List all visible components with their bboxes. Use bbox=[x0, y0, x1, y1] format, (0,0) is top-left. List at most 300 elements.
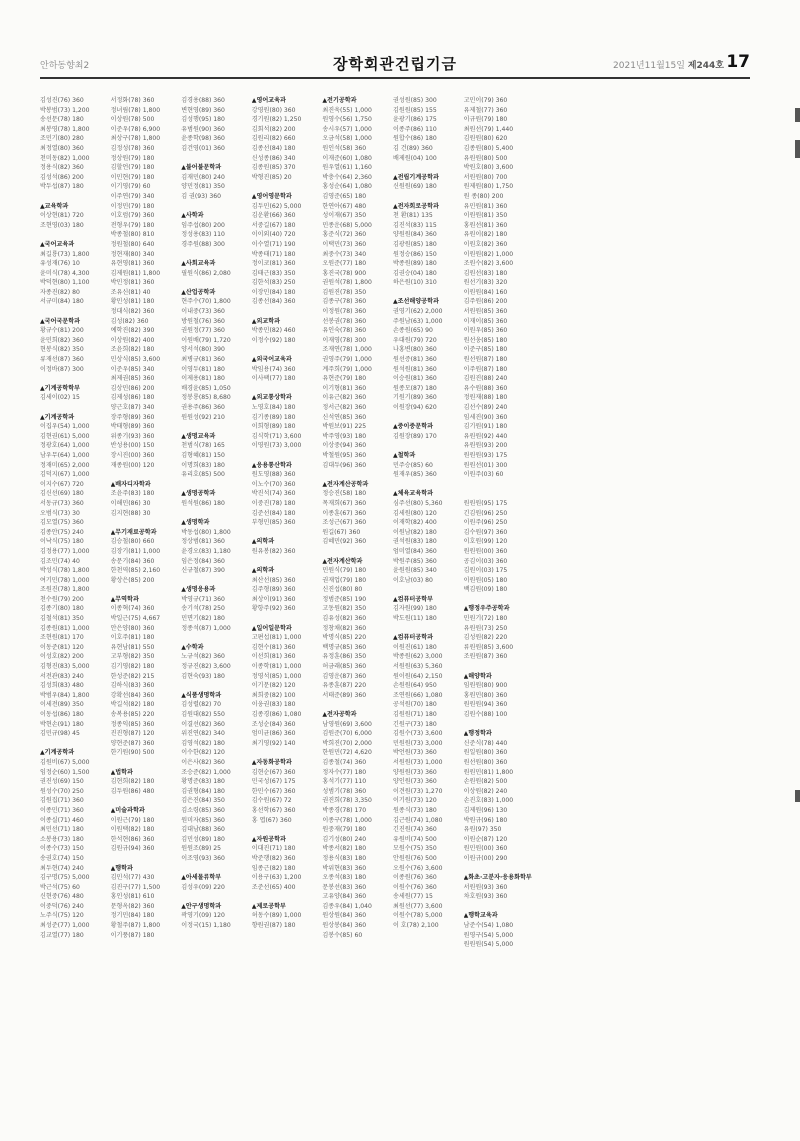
donor-entry: 유원원(73) 250 bbox=[463, 624, 508, 632]
donor-entry: 박철원(95) 360 bbox=[322, 451, 367, 459]
donor-entry: 고유양(84) 360 bbox=[322, 893, 367, 901]
donor-entry: 양원원(84) 360 bbox=[392, 231, 437, 239]
donor-entry: 최산선(85) 360 bbox=[251, 576, 296, 584]
donor-entry: 김현순(67) 360 bbox=[251, 768, 296, 776]
donor-entry: 박종태(71) 180 bbox=[251, 250, 296, 258]
spacer bbox=[393, 288, 464, 298]
donor-entry: 황민성(81) 180 bbox=[110, 298, 155, 306]
donor-entry: 박명식(85) 220 bbox=[322, 634, 367, 642]
spacer bbox=[393, 192, 464, 202]
department-heading: ▲행정우주공학과 bbox=[463, 605, 510, 613]
donor-entry: 이기영(79) 60 bbox=[110, 183, 151, 191]
donor-entry: 민원식(79) 180 bbox=[322, 567, 367, 575]
donor-entry: 원원성(92) 210 bbox=[181, 413, 225, 421]
donor-entry: 김원리(82) 660 bbox=[251, 135, 296, 143]
donor-entry: 민면기(82) 180 bbox=[181, 615, 225, 623]
donor-entry: 원중재(79) 180 bbox=[322, 826, 367, 834]
donor-entry: 원일원(80) 360 bbox=[463, 749, 508, 757]
donor-entry: 목재희(67) 360 bbox=[322, 499, 367, 507]
donor-entry: 김혜민(92) 360 bbox=[322, 538, 367, 546]
donor-entry: 재종원(00) 120 bbox=[110, 461, 155, 469]
spacer bbox=[252, 384, 323, 394]
donor-entry: 윤경오(83) 1,180 bbox=[181, 547, 231, 555]
donor-entry: 김원원(71) 180 bbox=[392, 711, 437, 718]
donor-entry: 조재연(78) 1,000 bbox=[322, 346, 372, 354]
donor-entry: 원정승(86) 150 bbox=[392, 250, 437, 258]
donor-entry: 박종민(82) 460 bbox=[251, 327, 296, 335]
donor-entry: 한원민(72) 4,620 bbox=[322, 749, 372, 757]
department-heading: ▲사학과 bbox=[181, 212, 204, 220]
spacer bbox=[181, 864, 252, 874]
donor-entry: 이기원(73) 120 bbox=[392, 797, 437, 805]
donor-entry: 김준선(84) 180 bbox=[251, 509, 296, 517]
spacer bbox=[464, 662, 535, 672]
donor-entry: 천미동(82) 1,000 bbox=[40, 154, 90, 162]
donor-entry: 원선기(83) 320 bbox=[463, 279, 508, 287]
donor-entry: 최봉영(78) 1,800 bbox=[40, 125, 90, 133]
donor-entry: 이낙식(75) 180 bbox=[40, 538, 84, 546]
spacer bbox=[252, 892, 323, 902]
donor-entry: 김원원(85) 155 bbox=[392, 106, 437, 114]
donor-entry: 김성우(09) 220 bbox=[181, 883, 225, 891]
donor-entry: 송세원(77) 15 bbox=[392, 893, 433, 901]
department-heading: ▲행학교육과 bbox=[463, 912, 498, 920]
donor-entry: 이조영(93) 360 bbox=[181, 854, 225, 862]
donor-entry: 김종기(80) 180 bbox=[40, 605, 84, 613]
donor-entry: 신원원(69) 180 bbox=[392, 183, 437, 191]
spacer bbox=[322, 700, 393, 710]
spacer bbox=[322, 547, 393, 557]
donor-entry: 조연원(66) 1,080 bbox=[392, 691, 443, 699]
donor-entry: 김대두(96) 360 bbox=[322, 461, 367, 469]
donor-entry: 민원기(72) 180 bbox=[463, 615, 508, 623]
donor-entry: 이종실(71) 460 bbox=[40, 816, 84, 824]
donor-entry: 오금석(58) 1,000 bbox=[322, 135, 372, 143]
donor-entry: 박임용(74) 360 bbox=[251, 365, 296, 373]
donor-entry: 김성렬(82) 70 bbox=[181, 701, 222, 709]
donor-entry: 이희형(89) 180 bbox=[251, 423, 296, 431]
donor-entry: 김재민(80) 240 bbox=[181, 173, 225, 181]
donor-entry: 권성원(85) 300 bbox=[392, 97, 437, 104]
donor-entry: 김민성(89) 180 bbox=[181, 835, 225, 843]
section-label: 안하동향최2 bbox=[40, 61, 90, 71]
spacer bbox=[252, 307, 323, 317]
donor-entry: 이사팩(77) 180 bbox=[251, 375, 296, 383]
donor-entry: 이원남(82) 180 bbox=[392, 528, 437, 536]
donor-entry: 원원원(95) 175 bbox=[463, 499, 508, 507]
donor-entry: 유원(97) 350 bbox=[463, 826, 502, 834]
donor-entry: 정이코(81) 360 bbox=[251, 260, 296, 268]
donor-entry: 김권승(04) 180 bbox=[392, 269, 437, 277]
donor-entry: 송복용(85) 220 bbox=[110, 711, 155, 718]
donor-entry: 정성용(83) 110 bbox=[181, 231, 225, 239]
donor-entry: 이원원(05) 180 bbox=[463, 576, 508, 584]
donor-entry: 송시우(57) 1,000 bbox=[322, 125, 372, 133]
donor-entry: 노규석(82) 360 bbox=[181, 653, 225, 661]
donor-entry: 이재이(85) 360 bbox=[463, 317, 508, 325]
donor-entry: 손진호(83) 1,000 bbox=[463, 797, 514, 805]
department-heading: ▲행정학과 bbox=[463, 730, 492, 738]
donor-entry: 이명희(83) 180 bbox=[181, 461, 225, 469]
donor-entry: 남우무(64) 1,000 bbox=[40, 451, 90, 459]
donor-entry: 이원우(85) 360 bbox=[463, 327, 508, 335]
donor-entry: 성범기(78) 360 bbox=[322, 787, 367, 795]
page-number: 17 bbox=[726, 52, 750, 72]
donor-entry: 한기원(90) 500 bbox=[110, 749, 155, 757]
donor-entry: 향원권(87) 180 bbox=[251, 922, 296, 930]
donor-entry: 양원원(73) 360 bbox=[392, 768, 437, 776]
donor-entry: 정상범(81) 360 bbox=[181, 538, 225, 546]
donor-entry: 이노수(70) 360 bbox=[251, 480, 296, 488]
donor-entry: 김신선(69) 180 bbox=[40, 490, 84, 498]
donor-entry: 이정국(15) 1,180 bbox=[181, 922, 231, 930]
donor-entry: 양인원(73) 360 bbox=[392, 778, 437, 786]
donor-entry: 김유성(82) 360 bbox=[322, 615, 367, 623]
donor-entry: 이상원(82) 240 bbox=[463, 787, 508, 795]
donor-entry: 정원철(80) 640 bbox=[110, 240, 155, 248]
donor-entry: 김근원(74) 1,080 bbox=[392, 816, 443, 824]
donor-entry: 계주희(79) 1,000 bbox=[322, 365, 372, 373]
donor-entry: 홍성순(64) 1,080 bbox=[322, 183, 372, 191]
donor-entry: 박현손(91) 180 bbox=[40, 720, 84, 728]
spacer bbox=[252, 614, 323, 624]
department-heading: ▲수학과 bbox=[181, 643, 204, 651]
donor-entry: 김수원(67) 72 bbox=[251, 797, 292, 805]
donor-entry: 김광원(85) 180 bbox=[392, 240, 437, 248]
donor-entry: 이주원(87) 180 bbox=[463, 365, 508, 373]
donor-entry: 원도영(88) 360 bbox=[251, 471, 296, 479]
donor-entry: 정광호(64) 1,000 bbox=[40, 442, 90, 450]
donor-entry: 박일근(75) 4,667 bbox=[110, 615, 161, 623]
donor-entry: 예학진(82) 390 bbox=[110, 327, 155, 335]
donor-entry: 서전관(83) 240 bbox=[40, 672, 84, 680]
donor-entry: 문봉선(83) 360 bbox=[322, 883, 367, 891]
donor-entry: 이준우(78) 6,900 bbox=[110, 125, 161, 133]
donor-entry: 손종원(65) 90 bbox=[392, 327, 433, 335]
donor-entry: 신진섭(80) 80 bbox=[322, 586, 363, 594]
donor-entry: 최병규(81) 360 bbox=[181, 356, 225, 364]
spacer bbox=[181, 278, 252, 288]
donor-entry: 허금래(85) 360 bbox=[322, 663, 367, 671]
donor-entry: 강영원(80) 360 bbox=[251, 106, 296, 114]
donor-entry: 최성준(77) 1,000 bbox=[40, 922, 90, 930]
donor-entry: 박범우(84) 1,800 bbox=[40, 691, 90, 699]
donor-entry: 유원이(82) 180 bbox=[463, 231, 508, 239]
header-rule bbox=[40, 77, 750, 79]
donor-entry: 이기풍(87) 180 bbox=[110, 931, 155, 939]
donor-entry: 유원원(80) 500 bbox=[463, 154, 508, 162]
donor-entry: 정규진(82) 3,600 bbox=[181, 663, 231, 671]
donor-entry: 김성희(83) 480 bbox=[40, 682, 84, 690]
donor-entry: 유원원(92) 440 bbox=[463, 432, 508, 440]
donor-entry: 홍준식(72) 360 bbox=[322, 231, 367, 239]
donor-entry: 김봉수(85) 60 bbox=[322, 931, 363, 939]
donor-entry: 소봉용(73) 180 bbox=[40, 835, 84, 843]
donor-entry: 정원재(88) 180 bbox=[463, 394, 508, 402]
donor-entry: 김원집(71) 360 bbox=[40, 797, 84, 805]
donor-entry: 오종석(83) 180 bbox=[322, 874, 367, 882]
donor-entry: 양민정(81) 350 bbox=[181, 183, 225, 191]
donor-entry: 이재준(60) 1,080 bbox=[322, 154, 372, 162]
page-edge-mark bbox=[795, 140, 800, 158]
donor-entry: 이원규(00) 290 bbox=[463, 854, 508, 862]
donor-entry: 원선증(81) 360 bbox=[392, 356, 437, 364]
donor-entry: 이택민(73) 360 bbox=[322, 240, 367, 248]
donor-entry: 경기원(82) 1,250 bbox=[251, 116, 302, 124]
donor-entry: 김세이(02) 15 bbox=[40, 394, 80, 402]
donor-entry: 김현숙(93) 180 bbox=[181, 672, 225, 680]
donor-entry: 이상중(94) 360 bbox=[322, 442, 367, 450]
donor-entry: 정종익(85) 360 bbox=[110, 720, 155, 728]
donor-entry: 서동규(73) 360 bbox=[40, 499, 84, 507]
donor-entry: 윤미식(78) 4,300 bbox=[40, 269, 90, 277]
donor-entry: 김현권(61) 5,000 bbox=[40, 432, 90, 440]
donor-entry: 김할언(79) 180 bbox=[110, 164, 155, 172]
department-heading: ▲중이중문학과 bbox=[392, 423, 433, 431]
donor-entry: 김자원(99) 180 bbox=[392, 605, 437, 613]
donor-entry: 최정열(80) 360 bbox=[40, 144, 84, 152]
donor-entry: 기원기(89) 360 bbox=[392, 394, 437, 402]
department-heading: ▲전자공학과 bbox=[322, 711, 357, 718]
donor-entry: 천수원(79) 200 bbox=[40, 595, 84, 603]
donor-entry: 고민이(79) 360 bbox=[463, 97, 508, 104]
donor-entry: 원이원(64) 2,150 bbox=[392, 672, 443, 680]
donor-entry: 원인석(58) 360 bbox=[322, 144, 367, 152]
donor-entry: 최길룡(73) 1,800 bbox=[40, 250, 90, 258]
donor-entry: 박주영(93) 180 bbox=[322, 432, 367, 440]
donor-entry: 민국성(67) 175 bbox=[251, 778, 296, 786]
donor-entry: 김원대(82) 550 bbox=[181, 711, 225, 718]
spacer bbox=[181, 576, 252, 586]
donor-entry: 이원원(81) 350 bbox=[463, 212, 508, 220]
donor-entry: 이승원(81) 360 bbox=[392, 375, 437, 383]
donor-entry: 이정수(92) 180 bbox=[251, 336, 296, 344]
spacer bbox=[111, 518, 182, 528]
donor-entry: 이원원(84) 160 bbox=[463, 288, 508, 296]
department-heading: ▲전기공학과 bbox=[322, 97, 357, 104]
donor-entry: 권진희(78) 3,350 bbox=[322, 797, 372, 805]
spacer bbox=[40, 403, 111, 413]
donor-entry: 이주연(79) 340 bbox=[110, 192, 155, 200]
donor-entry: 우대원(79) 720 bbox=[392, 336, 437, 344]
donor-entry: 황철주(87) 1,800 bbox=[110, 922, 161, 930]
department-heading: ▲생명응용과 bbox=[181, 586, 216, 594]
donor-entry: 이이외(40) 720 bbox=[251, 231, 296, 239]
donor-entry: 신현중(76) 480 bbox=[40, 893, 84, 901]
donor-entry: 서규미(84) 180 bbox=[40, 298, 84, 306]
donor-entry: 이상원(78) 500 bbox=[110, 116, 155, 124]
donor-entry: 긴김원(96) 250 bbox=[463, 509, 508, 517]
department-heading: ▲자원공학과 bbox=[251, 835, 286, 843]
donor-entry: 남영원(69) 3,600 bbox=[322, 720, 372, 728]
department-heading: ▲전자회로공학과 bbox=[392, 202, 439, 210]
donor-entry: 홍원선(81) 360 bbox=[463, 221, 508, 229]
donor-entry: 김형혜(81) 150 bbox=[181, 451, 225, 459]
donor-entry: 이규원(79) 180 bbox=[463, 116, 508, 124]
donor-entry: 정창채(82) 360 bbox=[322, 624, 367, 632]
donor-entry: 원원선(01) 300 bbox=[463, 461, 508, 469]
department-heading: ▲전자계산학과 bbox=[322, 557, 363, 565]
donor-entry: 조원진(78) 1,800 bbox=[40, 586, 90, 594]
donor-entry: 안원원(76) 500 bbox=[392, 854, 437, 862]
donor-entry: 조유신(81) 40 bbox=[110, 288, 151, 296]
donor-entry: 박준행(82) 360 bbox=[251, 854, 296, 862]
department-heading: ▲해양학과 bbox=[463, 672, 492, 680]
donor-entry: 박종철(80) 810 bbox=[110, 231, 155, 239]
donor-entry: 김식학(71) 3,600 bbox=[251, 432, 302, 440]
donor-entry: 김원진(88) 240 bbox=[463, 375, 508, 383]
donor-entry: 홍진국(78) 900 bbox=[322, 269, 367, 277]
donor-entry: 양서석(80) 390 bbox=[181, 346, 225, 354]
donor-entry: 김조민(74) 40 bbox=[40, 557, 80, 565]
donor-entry: 원원원(93) 175 bbox=[463, 451, 508, 459]
donor-entry: 권용주(86) 360 bbox=[181, 404, 225, 411]
donor-entry: 원우열(61) 1,160 bbox=[322, 164, 372, 172]
donor-entry: 이준구(85) 180 bbox=[463, 346, 508, 354]
donor-entry: 김건영(01) 360 bbox=[181, 144, 225, 152]
donor-entry: 윤광기(86) 175 bbox=[392, 116, 437, 124]
donor-entry: 김원장(89) 170 bbox=[392, 432, 437, 440]
department-heading: ▲전립기계공학과 bbox=[392, 173, 439, 181]
donor-entry: 나홍변(80) 360 bbox=[392, 346, 437, 354]
donor-entry: 김장기(81) 1,000 bbox=[110, 547, 161, 555]
donor-entry: 김종우(84) 1,040 bbox=[322, 902, 372, 910]
donor-entry: 이결선(82) 360 bbox=[181, 720, 225, 728]
donor-column bbox=[111, 96, 182, 1126]
donor-entry: 김 건(89) 360 bbox=[392, 144, 433, 152]
donor-columns bbox=[40, 96, 746, 1126]
donor-entry: 김원비(67) 5,000 bbox=[40, 758, 90, 766]
donor-entry: 이 호(78) 2,100 bbox=[392, 922, 439, 930]
donor-entry: 정녀림(78) 1,800 bbox=[110, 106, 161, 114]
spacer bbox=[111, 585, 182, 595]
donor-entry: 한천역(85) 2,160 bbox=[110, 567, 161, 575]
donor-entry: 유현남(81) 550 bbox=[110, 643, 155, 651]
donor-entry: 김성석(86) 200 bbox=[40, 173, 84, 181]
donor-entry: 고편섭(81) 1,000 bbox=[251, 634, 302, 642]
donor-entry: 이대진(71) 180 bbox=[251, 845, 296, 853]
donor-entry: 원원원(94) 360 bbox=[463, 701, 508, 709]
donor-entry: 김종선(84) 180 bbox=[251, 144, 296, 152]
spacer bbox=[464, 480, 535, 490]
donor-entry: 오원준(77) 180 bbox=[322, 260, 367, 268]
donor-entry: 이민현(79) 180 bbox=[110, 173, 155, 181]
donor-entry: 천범식(78) 165 bbox=[181, 442, 225, 450]
department-heading: ▲영어영문학과 bbox=[251, 192, 292, 200]
donor-entry: 문형옥(82) 360 bbox=[110, 902, 155, 910]
donor-entry: 윤원원(85) 340 bbox=[392, 567, 437, 575]
donor-entry: 주원남(63) 1,000 bbox=[392, 317, 443, 325]
donor-entry: 정용식(83) 180 bbox=[322, 854, 367, 862]
department-heading: ▲컴퓨터공학과 bbox=[392, 634, 433, 642]
donor-entry: 김소령(85) 360 bbox=[181, 806, 225, 814]
donor-entry: 유민원(81) 360 bbox=[463, 202, 508, 210]
spacer bbox=[181, 480, 252, 490]
donor-entry: 이정바(87) 300 bbox=[40, 365, 84, 373]
donor-entry: 원상봉(84) 360 bbox=[322, 922, 367, 930]
donor-entry: 박길석(82) 180 bbox=[110, 701, 155, 709]
donor-entry: 방원철(76) 360 bbox=[181, 317, 225, 325]
donor-column bbox=[40, 96, 111, 1126]
donor-entry: 김민규(98) 45 bbox=[40, 730, 80, 738]
spacer bbox=[181, 422, 252, 432]
donor-entry: 공석원(70) 180 bbox=[392, 701, 437, 709]
donor-entry: 원원원(00) 360 bbox=[463, 547, 508, 555]
donor-column bbox=[393, 96, 464, 1126]
donor-entry: 노주식(75) 120 bbox=[40, 912, 84, 920]
donor-entry: 권재업(79) 180 bbox=[322, 576, 367, 584]
donor-entry: 윤민희(82) 360 bbox=[40, 336, 84, 344]
donor-entry: 이원주(96) 250 bbox=[463, 519, 508, 527]
donor-entry: 조승준(82) 1,000 bbox=[181, 768, 231, 776]
donor-entry: 김운환(66) 360 bbox=[251, 212, 296, 220]
donor-column bbox=[464, 96, 535, 1126]
donor-entry: 박근석(75) 60 bbox=[40, 883, 80, 891]
donor-entry: 권영주(79) 1,000 bbox=[322, 356, 372, 364]
donor-entry: 최상이(91) 360 bbox=[251, 595, 296, 603]
donor-entry: 이은사(82) 360 bbox=[181, 758, 225, 766]
donor-entry: 박성식(78) 1,800 bbox=[40, 567, 90, 575]
spacer bbox=[181, 202, 252, 212]
donor-entry: 김민석(77) 430 bbox=[110, 874, 155, 882]
donor-entry: 선봉권(78) 360 bbox=[322, 317, 367, 325]
spacer bbox=[393, 585, 464, 595]
donor-entry: 최민선(71) 180 bbox=[40, 826, 84, 834]
donor-entry: 유성재(76) 10 bbox=[40, 260, 80, 268]
department-heading: ▲체육교육학과 bbox=[392, 490, 433, 498]
donor-entry: 한성준(82) 215 bbox=[110, 672, 155, 680]
donor-entry: 박영규(71) 360 bbox=[181, 595, 225, 603]
donor-entry: 유현영(81) 360 bbox=[110, 260, 155, 268]
donor-entry: 김성원(82) 220 bbox=[463, 634, 508, 642]
donor-entry: 이원근(79) 180 bbox=[110, 816, 155, 824]
donor-entry: 원영수(56) 1,750 bbox=[322, 116, 372, 124]
department-heading: ▲산업공학과 bbox=[181, 288, 216, 296]
donor-entry: 원석원(81) 360 bbox=[392, 365, 437, 373]
donor-entry: 서정화(78) 360 bbox=[110, 97, 155, 104]
donor-entry: 노영호(84) 180 bbox=[251, 404, 296, 411]
donor-entry: 이수한(82) 120 bbox=[181, 749, 225, 757]
donor-entry: 강확선(84) 360 bbox=[110, 691, 155, 699]
department-heading: ▲행학과 bbox=[110, 864, 133, 872]
department-heading: ▲외교학과 bbox=[251, 317, 281, 325]
donor-entry: 백명규(85) 360 bbox=[322, 643, 367, 651]
donor-entry: 원선원(87) 180 bbox=[463, 356, 508, 364]
department-heading: ▲국어국문학과 bbox=[40, 317, 81, 325]
spacer bbox=[40, 374, 111, 384]
donor-entry: 김철석(81) 350 bbox=[40, 615, 84, 623]
donor-entry: 이제용(81) 180 bbox=[181, 375, 225, 383]
donor-entry: 조윤희(82) 180 bbox=[110, 346, 155, 354]
donor-entry: 정대식(82) 360 bbox=[110, 308, 155, 316]
spacer bbox=[252, 182, 323, 192]
spacer bbox=[464, 595, 535, 605]
donor-entry: 이원수(76) 360 bbox=[392, 883, 437, 891]
department-heading: ▲철학과 bbox=[392, 451, 416, 459]
donor-entry: 서원원(85) 360 bbox=[463, 308, 508, 316]
donor-entry: 박위현(83) 360 bbox=[322, 864, 367, 872]
spacer bbox=[181, 154, 252, 164]
donor-entry: 이기형(81) 360 bbox=[322, 384, 367, 392]
donor-entry: 이견원(73) 1,270 bbox=[392, 787, 443, 795]
donor-entry: 조원원(87) 360 bbox=[463, 653, 508, 661]
spacer bbox=[40, 230, 111, 240]
donor-entry: 이정민(79) 180 bbox=[110, 202, 155, 210]
donor-entry: 조준선(65) 400 bbox=[251, 883, 296, 891]
donor-entry: 김기종(89) 180 bbox=[251, 413, 296, 421]
donor-entry: 박종경(78) 170 bbox=[322, 806, 367, 814]
donor-entry: 박원호(80) 3,600 bbox=[463, 164, 514, 172]
